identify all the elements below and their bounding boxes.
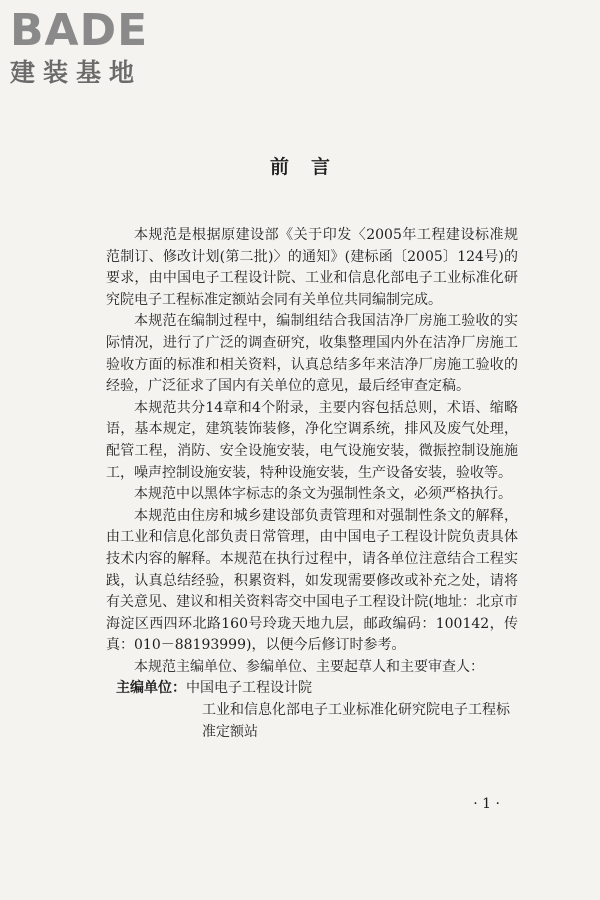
logo-subtitle: 建装基地 xyxy=(10,58,143,87)
preface-body xyxy=(106,225,518,743)
chief-editor-line xyxy=(106,678,518,700)
chief-editor-label: 主编单位： xyxy=(116,680,186,697)
logo-wordmark: BADE xyxy=(10,5,149,56)
page-title: 前言 xyxy=(269,156,352,178)
paragraph-4: 本规范中以黑体字标志的条文为强制性条文，必须严格执行。 xyxy=(134,486,512,503)
page-number: · 1 · xyxy=(473,796,500,812)
bade-logo xyxy=(10,6,180,88)
chief-editor-unit-1: 中国电子工程设计院 xyxy=(186,680,312,697)
paragraph-1: 本规范是根据原建设部《关于印发〈2005年工程建设标准规范制订、修改计划(第二批)〉的通知》(建标函〔2005〕124号)的要求，由中国电子工程设计院、工业和信息化部电子工业标准化研究院电子工程标准定额站会同有关单位共同编制完成。 xyxy=(106,227,518,308)
paragraph-3: 本规范共分14章和4个附录，主要内容包括总则，术语、缩略语，基本规定，建筑装饰装修，净化空调系统，排风及废气处理，配管工程，消防、安全设施安装，电气设施安装，微振控制设施施工，噪声控制设施安装，特种设施安装，生产设备安装，验收等。 xyxy=(106,399,518,481)
paragraph-5: 本规范由住房和城乡建设部负责管理和对强制性条文的解释，由工业和信息化部负责日常管理，由中国电子工程设计院负责具体技术内容的解释。本规范在执行过程中，请各单位注意结合工程实践，认真总结经验，积累资料，如发现需要修改或补充之处，请将有关意见、建议和相关资料寄交中国电子工程设计院(地址：北京市海淀区西四环北路160号玲珑天地九层，邮政编码：100142，传真：010－88193999)，以便今后修订时参考。 xyxy=(106,507,518,654)
paragraph-6: 本规范主编单位、参编单位、主要起草人和主要审查人： xyxy=(134,658,484,675)
chief-editor-unit-2: 工业和信息化部电子工业标准化研究院电子工程标准定额站 xyxy=(202,702,510,740)
paragraph-2: 本规范在编制过程中，编制组结合我国洁净厂房施工验收的实际情况，进行了广泛的调查研究，收集整理国内外在洁净厂房施工验收方面的标准和相关资料，认真总结多年来洁净厂房施工验收的经验，广泛征求了国内有关单位的意见，最后经审查定稿。 xyxy=(106,313,518,395)
